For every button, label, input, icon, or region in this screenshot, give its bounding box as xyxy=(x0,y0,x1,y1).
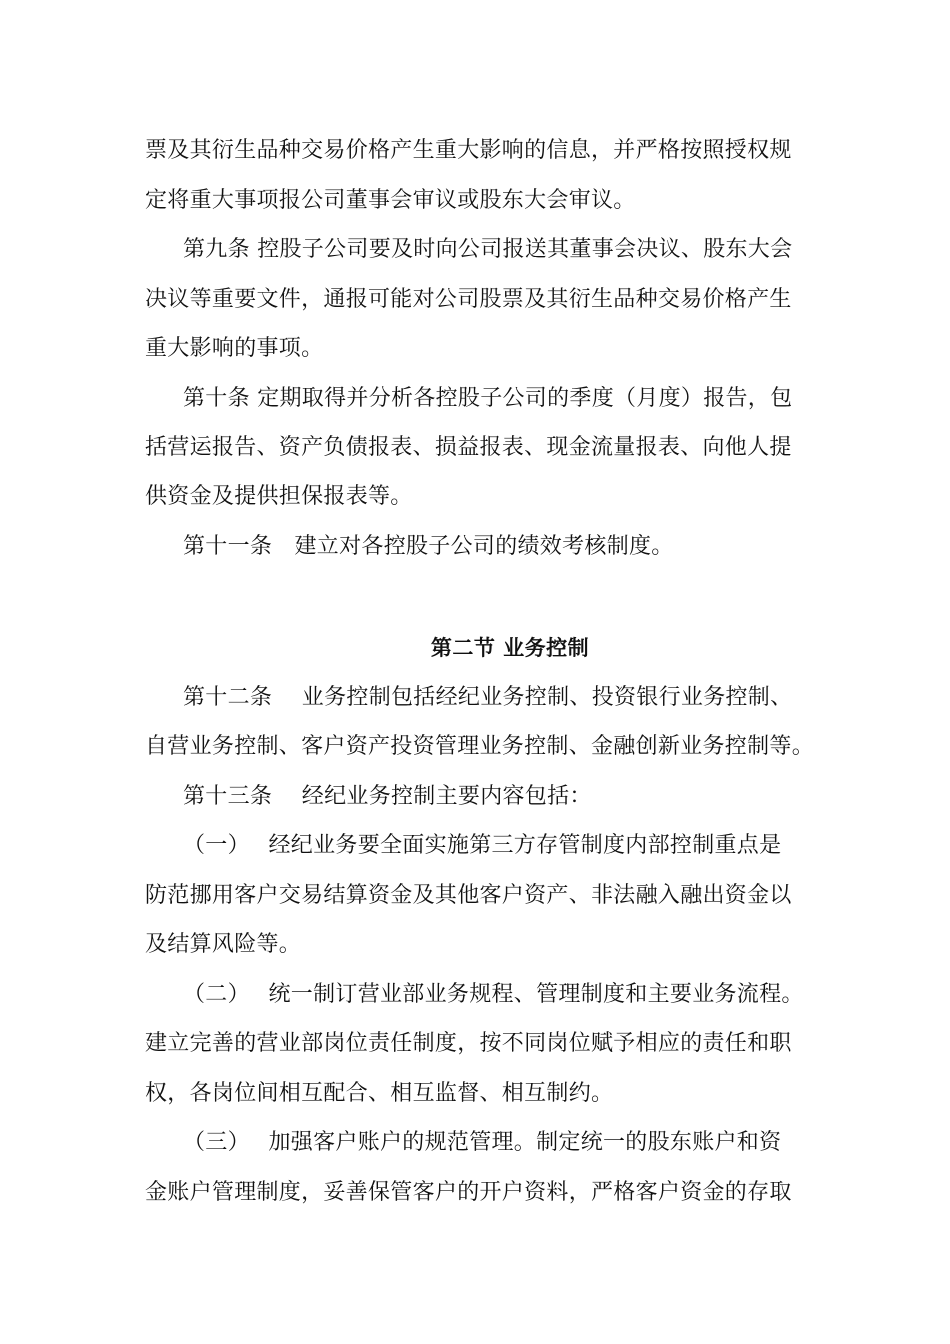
paragraph-line: 供资金及提供担保报表等。 xyxy=(145,484,413,509)
paragraph-line: 决议等重要文件，通报可能对公司股票及其衍生品种交易价格产生 xyxy=(145,287,792,312)
article-11-line: 第十一条 建立对各控股子公司的绩效考核制度。 xyxy=(183,534,674,559)
article-12-line: 第十二条 业务控制包括经纪业务控制、投资银行业务控制、 xyxy=(183,685,793,710)
item-3-line: （三） 加强客户账户的规范管理。制定统一的股东账户和资 xyxy=(183,1130,782,1155)
paragraph-line: 定将重大事项报公司董事会审议或股东大会审议。 xyxy=(145,188,636,213)
paragraph-line: 自营业务控制、客户资产投资管理业务控制、金融创新业务控制等。 xyxy=(145,734,815,759)
paragraph-line: 重大影响的事项。 xyxy=(145,336,324,361)
paragraph-line: 括营运报告、资产负债报表、损益报表、现金流量报表、向他人提 xyxy=(145,435,792,460)
paragraph-line: 及结算风险等。 xyxy=(145,932,302,957)
paragraph-line: 金账户管理制度，妥善保管客户的开户资料，严格客户资金的存取 xyxy=(145,1180,792,1205)
paragraph-line: 票及其衍生品种交易价格产生重大影响的信息，并严格按照授权规 xyxy=(145,138,792,163)
article-13-line: 第十三条 经纪业务控制主要内容包括： xyxy=(183,784,592,809)
article-9-line: 第九条 控股子公司要及时向公司报送其董事会决议、股东大会 xyxy=(183,237,793,262)
item-2-line: （二） 统一制订营业部业务规程、管理制度和主要业务流程。 xyxy=(183,982,804,1007)
paragraph-line: 防范挪用客户交易结算资金及其他客户资产、非法融入融出资金以 xyxy=(145,883,792,908)
paragraph-line: 建立完善的营业部岗位责任制度，按不同岗位赋予相应的责任和职 xyxy=(145,1031,792,1056)
paragraph-line: 权，各岗位间相互配合、相互监督、相互制约。 xyxy=(145,1081,614,1106)
section-heading: 第二节 业务控制 xyxy=(430,636,590,660)
article-10-line: 第十条 定期取得并分析各控股子公司的季度（月度）报告，包 xyxy=(183,386,793,411)
item-1-line: （一） 经纪业务要全面实施第三方存管制度内部控制重点是 xyxy=(183,833,782,858)
